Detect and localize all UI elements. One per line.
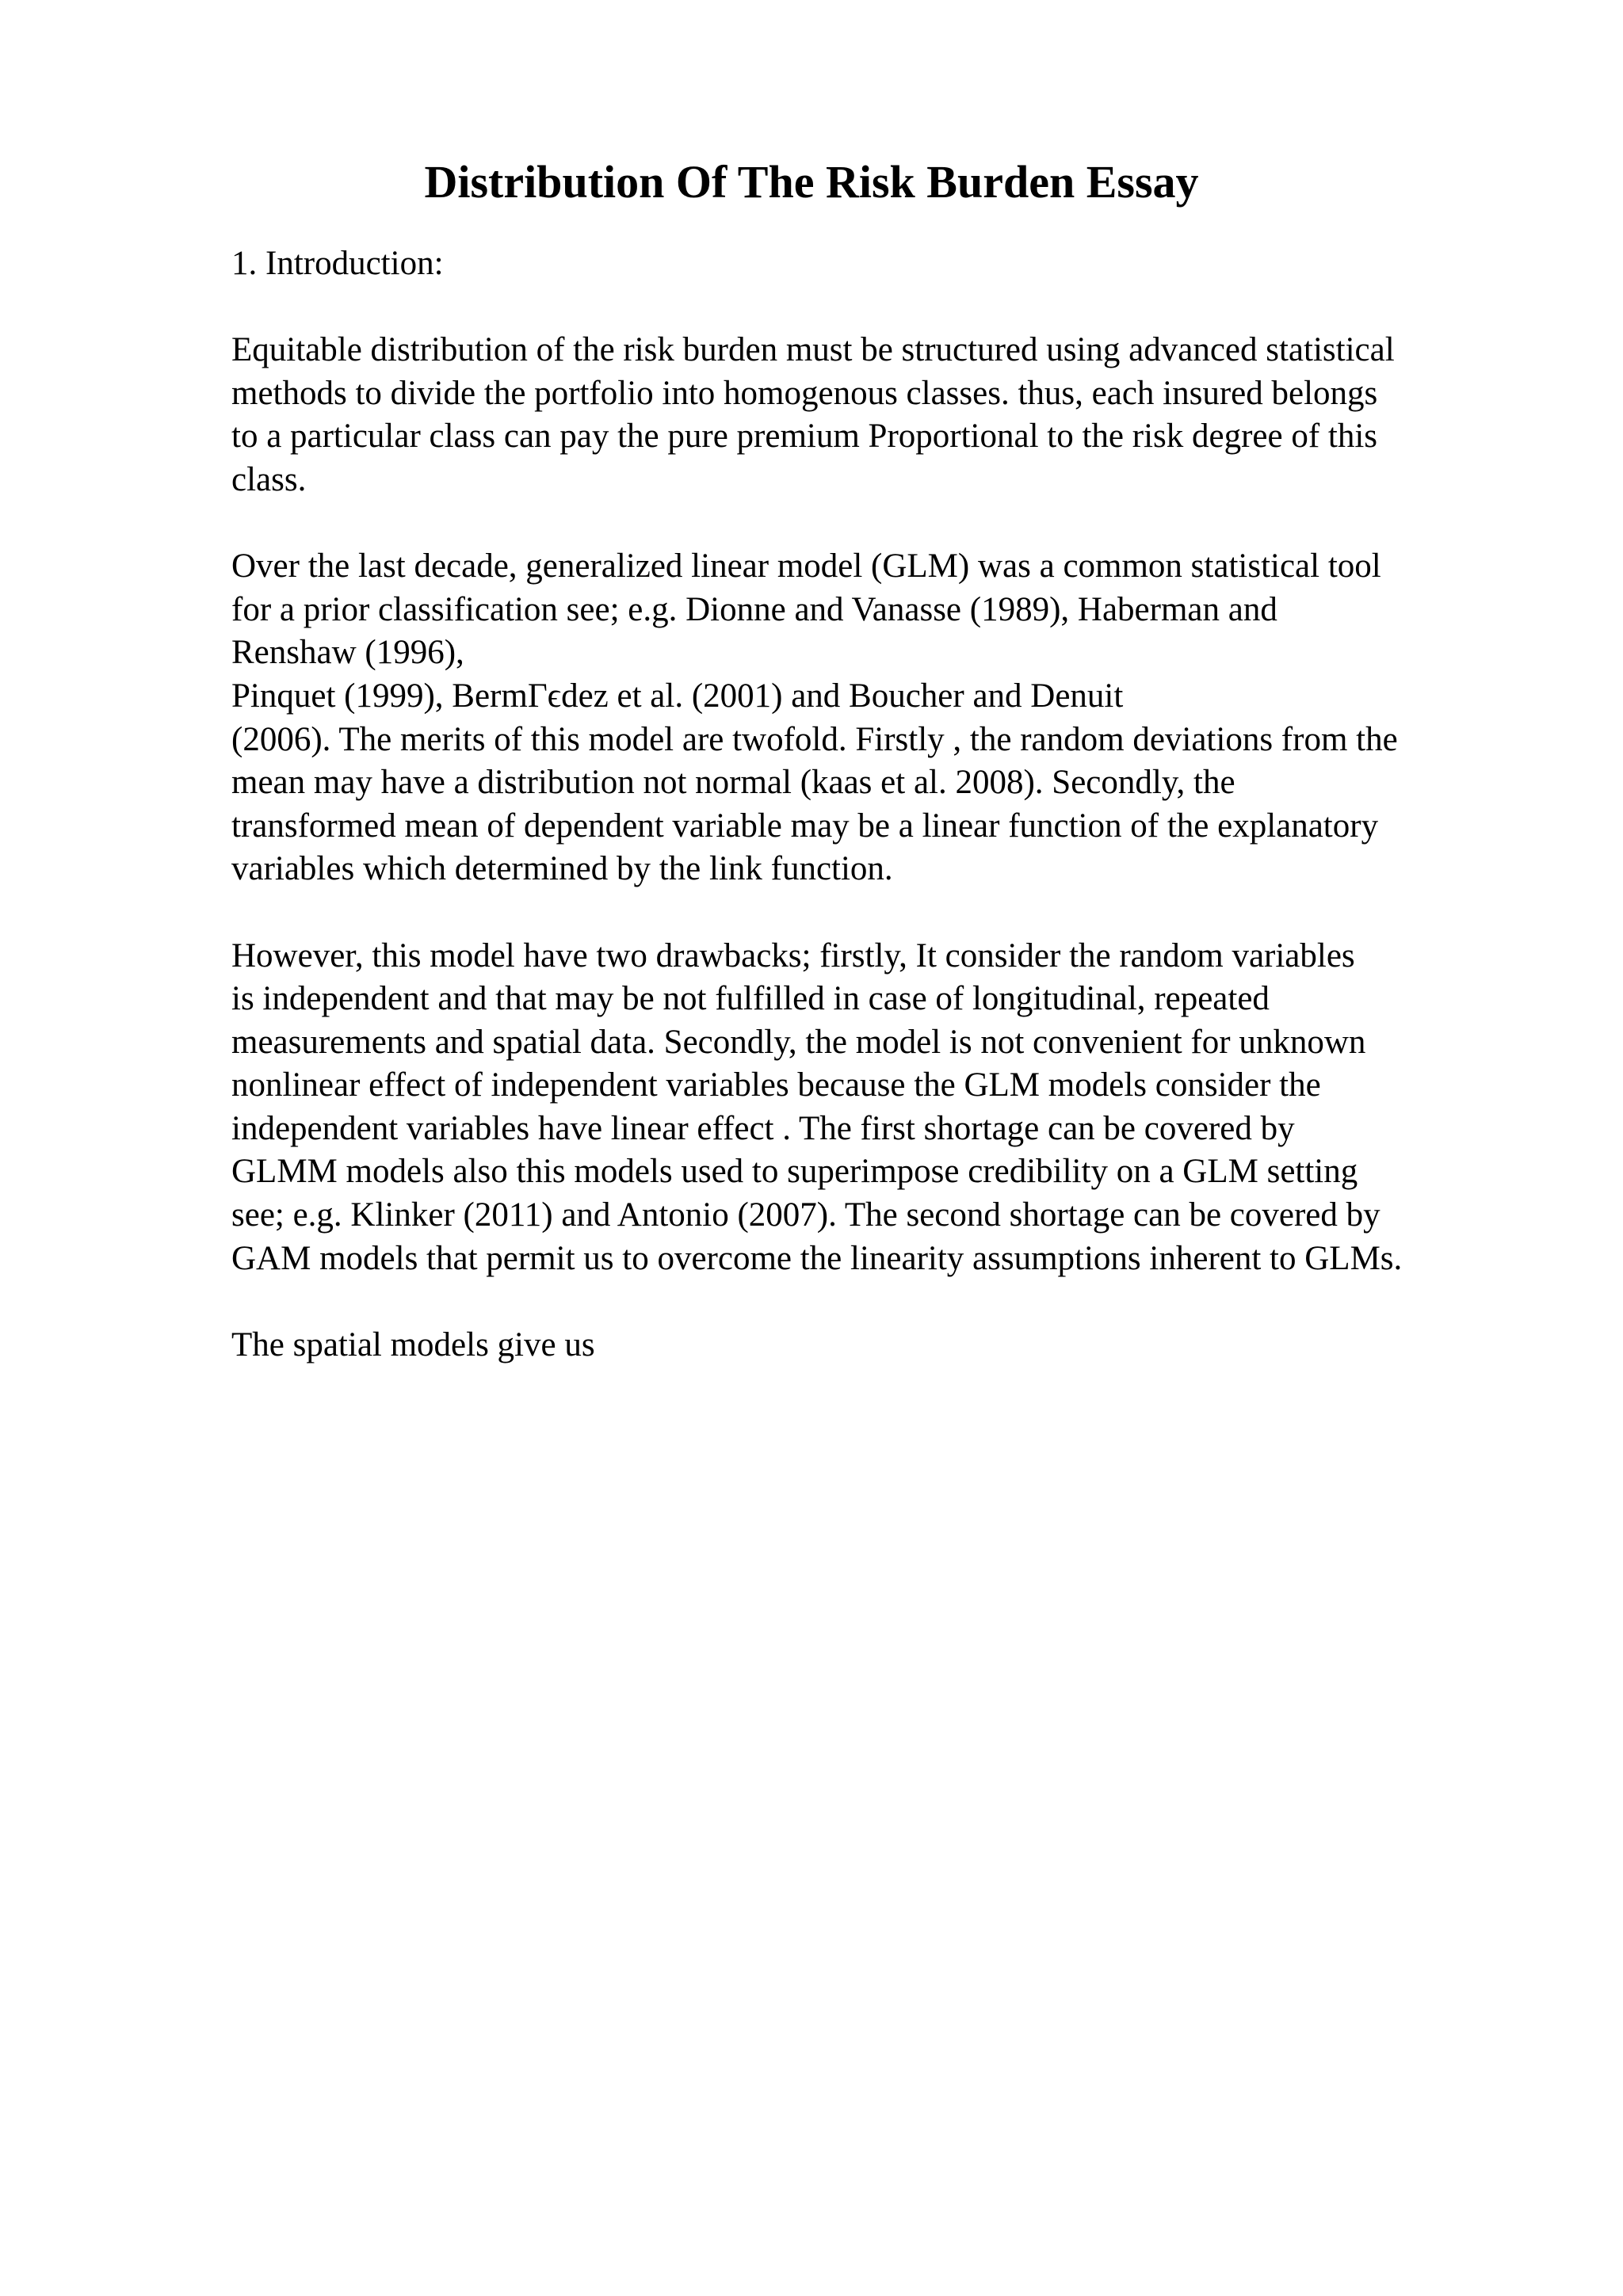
paragraph-1 bbox=[231, 329, 1594, 502]
text-line: Equitable distribution of the risk burden must be structured using advanced statistical bbox=[231, 331, 1395, 369]
text-line: measurements and spatial data. Secondly, the model is not convenient for unknown bbox=[231, 1023, 1366, 1061]
text-line: methods to divide the portfolio into homogenous classes. thus, each insured belongs bbox=[231, 374, 1378, 412]
text-line: (2006). The merits of this model are twofold. Firstly , the random deviations from the bbox=[231, 720, 1398, 758]
text-line: independent variables have linear effect . The first shortage can be covered by bbox=[231, 1109, 1295, 1147]
text-line: see; e.g. Klinker (2011) and Antonio (2007). The second shortage can be covered by bbox=[231, 1196, 1381, 1234]
text-line: Pinquet (1999), BermΓϵdez et al. (2001) and Boucher and Denuit bbox=[231, 677, 1124, 715]
text-line: nonlinear effect of independent variables because the GLM models consider the bbox=[231, 1066, 1321, 1104]
section-heading: 1. Introduction: bbox=[231, 245, 444, 282]
text-line: Renshaw (1996), bbox=[231, 634, 464, 672]
text-line: class. bbox=[231, 460, 307, 498]
text-line: The spatial models give us bbox=[231, 1325, 595, 1363]
document-body bbox=[231, 242, 1594, 1410]
text-line: However, this model have two drawbacks; firstly, It consider the random variables bbox=[231, 936, 1355, 974]
text-line: GLMM models also this models used to superimpose credibility on a GLM setting bbox=[231, 1153, 1358, 1191]
paragraph-3 bbox=[231, 935, 1594, 1281]
document-title: Distribution Of The Risk Burden Essay bbox=[424, 156, 1199, 208]
text-line: is independent and that may be not fulfilled in case of longitudinal, repeated bbox=[231, 980, 1270, 1018]
text-line: mean may have a distribution not normal (kaas et al. 2008). Secondly, the bbox=[231, 764, 1235, 802]
text-line: for a prior classification see; e.g. Dionne and Vanasse (1989), Haberman and bbox=[231, 590, 1277, 628]
text-line: transformed mean of dependent variable may be a linear function of the explanatory bbox=[231, 807, 1379, 845]
paragraph-4 bbox=[231, 1324, 1594, 1367]
text-line: to a particular class can pay the pure premium Proportional to the risk degree of this bbox=[231, 418, 1378, 456]
text-line: variables which determined by the link function. bbox=[231, 850, 893, 888]
text-line: Over the last decade, generalized linear model (GLM) was a common statistical tool bbox=[231, 547, 1381, 585]
text-line: GAM models that permit us to overcome the linearity assumptions inherent to GLMs. bbox=[231, 1239, 1403, 1277]
paragraph-2 bbox=[231, 545, 1594, 891]
